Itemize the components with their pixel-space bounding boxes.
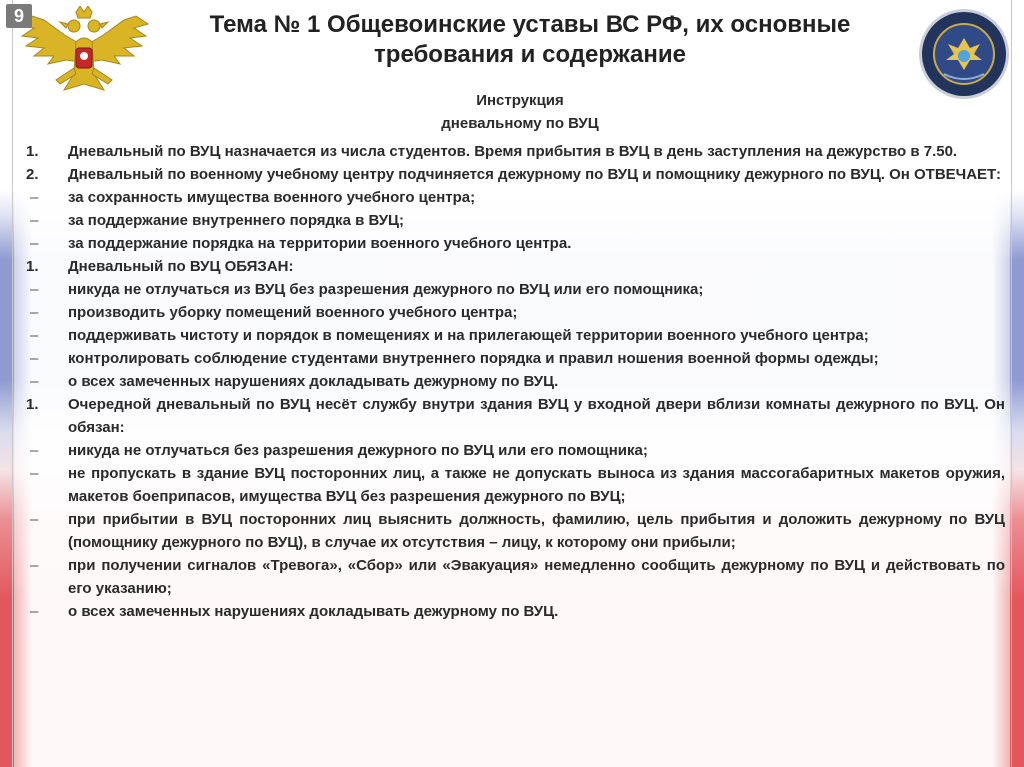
bullet-item: [20, 209, 1005, 232]
item-text: никуда не отлучаться из ВУЦ без разрешения дежурного по ВУЦ или его помощника;: [68, 281, 704, 298]
bullet-item: [20, 439, 1005, 462]
item-marker: –: [30, 327, 39, 344]
item-marker: –: [30, 603, 39, 620]
instruction-list: [20, 140, 1005, 623]
item-text: Дневальный по ВУЦ назначается из числа студентов. Время прибытия в ВУЦ в день заступления на дежурство в 7.50.: [68, 143, 958, 160]
item-text: Дневальный по ВУЦ ОБЯЗАН:: [68, 258, 294, 275]
item-marker: 1.: [26, 396, 39, 413]
item-marker: –: [30, 235, 39, 252]
item-marker: –: [30, 511, 39, 528]
double-headed-eagle-emblem: [14, 6, 154, 102]
item-marker: –: [30, 557, 39, 574]
item-marker: –: [30, 304, 39, 321]
item-text: Дневальный по военному учебному центру подчиняется дежурному по ВУЦ и помощнику дежурного по ВУЦ. Он ОТВЕЧАЕТ:: [68, 166, 1002, 183]
item-marker: –: [30, 189, 39, 206]
item-text: о всех замеченных нарушениях докладывать дежурному по ВУЦ.: [68, 373, 559, 390]
item-marker: –: [30, 212, 39, 229]
item-text: Очередной дневальный по ВУЦ несёт службу внутри здания ВУЦ у входной двери вблизи комнаты дежурного по ВУЦ. Он обязан:: [68, 396, 1005, 436]
slide-title: Тема № 1 Общевоинские уставы ВС РФ, их основные требования и содержание: [209, 11, 851, 68]
item-text: за сохранность имущества военного учебного центра;: [68, 189, 476, 206]
item-marker: –: [30, 350, 39, 367]
numbered-item: [20, 255, 1005, 278]
item-text: контролировать соблюдение студентами внутреннего порядка и правил ношения военной формы одежды;: [68, 350, 879, 367]
bullet-item: [20, 232, 1005, 255]
bullet-item: [20, 324, 1005, 347]
bullet-item: [20, 278, 1005, 301]
bullet-item: [20, 554, 1005, 600]
item-marker: –: [30, 442, 39, 459]
bullet-item: [20, 370, 1005, 393]
item-text: при прибытии в ВУЦ посторонних лиц выяснить должность, фамилию, цель прибытия и доложить дежурному по ВУЦ (помощнику дежурного по ВУЦ), в случае их отсутствия – лицу, к которому они прибыли;: [68, 511, 1005, 551]
bullet-item: [20, 186, 1005, 209]
item-marker: –: [30, 465, 39, 482]
instruction-heading: Инструкция: [476, 92, 564, 109]
bullet-item: [20, 600, 1005, 623]
item-marker: 1.: [26, 258, 39, 275]
numbered-item: [20, 140, 1005, 163]
bullet-item: [20, 347, 1005, 370]
instruction-subheading: дневальному по ВУЦ: [441, 115, 599, 132]
bullet-item: [20, 462, 1005, 508]
item-text: производить уборку помещений военного учебного центра;: [68, 304, 518, 321]
item-marker: –: [30, 373, 39, 390]
item-marker: 1.: [26, 143, 39, 160]
item-marker: –: [30, 281, 39, 298]
military-training-center-seal: [918, 8, 1010, 100]
item-text: о всех замеченных нарушениях докладывать дежурному по ВУЦ.: [68, 603, 559, 620]
numbered-item: [20, 393, 1005, 439]
item-text: никуда не отлучаться без разрешения дежурного по ВУЦ или его помощника;: [68, 442, 648, 459]
item-text: не пропускать в здание ВУЦ посторонних лиц, а также не допускать выноса из здания массогабаритных макетов оружия, макетов боеприпасов, имущества ВУЦ без разрешения дежурного по ВУЦ;: [68, 465, 1005, 505]
bullet-item: [20, 301, 1005, 324]
item-text: при получении сигналов «Тревога», «Сбор» или «Эвакуация» немедленно сообщить дежурному по ВУЦ и действовать по его указанию;: [68, 557, 1005, 597]
numbered-item: [20, 163, 1005, 186]
slide-number: 9: [6, 4, 32, 28]
item-marker: 2.: [26, 166, 39, 183]
item-text: за поддержание внутреннего порядка в ВУЦ;: [68, 212, 405, 229]
bullet-item: [20, 508, 1005, 554]
item-text: за поддержание порядка на территории военного учебного центра.: [68, 235, 572, 252]
item-text: поддерживать чистоту и порядок в помещениях и на прилегающей территории военного учебного центра;: [68, 327, 869, 344]
